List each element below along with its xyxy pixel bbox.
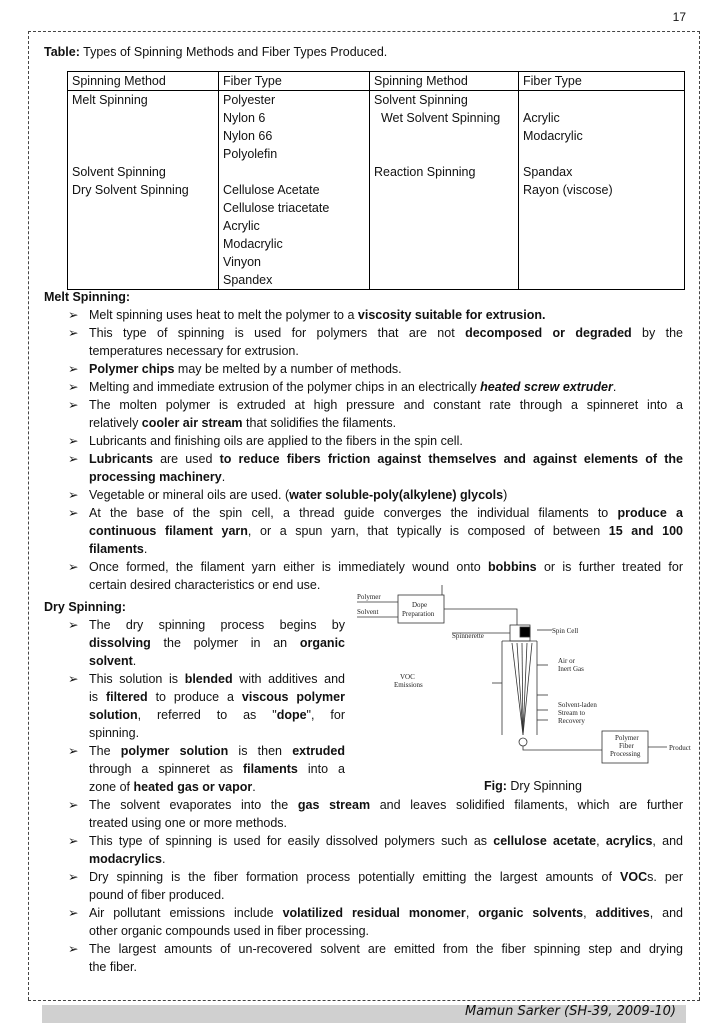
bullet-arrow-icon: ➢ (68, 942, 79, 956)
table-header-cell: Spinning Method (370, 72, 519, 91)
table-cell (68, 235, 219, 253)
table-row (68, 217, 685, 235)
preparation-label: Preparation (402, 610, 435, 618)
stream-to-label: Stream to (558, 709, 586, 717)
table-cell: Nylon 66 (219, 127, 370, 145)
filament (523, 643, 532, 735)
melt-spinning-heading: Melt Spinning: (44, 290, 131, 304)
table-cell (519, 217, 685, 235)
table-cell: Solvent Spinning (68, 163, 219, 181)
dry-bullet-7: Air pollutant emissions include volatilized residual monomer, organic solvents, additives, and (89, 906, 683, 920)
product-label: Product (669, 744, 691, 752)
table-cell (370, 145, 519, 163)
table-cell (219, 163, 370, 181)
table-row (68, 163, 685, 181)
pf-fiber-label: Fiber (619, 742, 634, 750)
table-row (68, 127, 685, 145)
table-cell (370, 235, 519, 253)
bullet-arrow-icon: ➢ (68, 906, 79, 920)
dry-bullet-5-cont: modacrylics. (89, 852, 166, 866)
table-cell: Cellulose Acetate (219, 181, 370, 199)
dry-bullet-8-cont: the fiber. (89, 960, 137, 974)
filament (523, 643, 527, 735)
melt-bullet-5: The molten polymer is extruded at high pressure and constant rate through a spinneret into a (89, 398, 683, 412)
bullet-arrow-icon: ➢ (68, 618, 79, 632)
bullet-arrow-icon: ➢ (68, 798, 79, 812)
table-cell: Modacrylic (219, 235, 370, 253)
voc-label: VOC (400, 673, 415, 681)
table-row (68, 199, 685, 217)
table-row (68, 235, 685, 253)
table-cell: Reaction Spinning (370, 163, 519, 181)
table-row (68, 91, 685, 110)
table-row (68, 271, 685, 290)
page-border-left (28, 31, 29, 1000)
bullet-arrow-icon: ➢ (68, 744, 79, 758)
table-cell (370, 127, 519, 145)
table-cell (370, 181, 519, 199)
melt-bullet-2-cont: temperatures necessary for extrusion. (89, 344, 299, 358)
pf-polymer-label: Polymer (615, 734, 639, 742)
table-cell: Spandex (219, 271, 370, 290)
dry-bullet-7-cont: other organic compounds used in fiber processing. (89, 924, 370, 938)
dry-bullet-2-cont3: spinning. (89, 726, 140, 740)
table-cell (519, 253, 685, 271)
table-cell (370, 199, 519, 217)
table-cell (370, 271, 519, 290)
dope-preparation-box (398, 595, 444, 623)
table-row (68, 145, 685, 163)
table-header-row (68, 72, 685, 91)
table-cell: Rayon (viscose) (519, 181, 685, 199)
table-cell: Wet Solvent Spinning (370, 109, 519, 127)
melt-bullet-7: Lubricants are used to reduce fibers friction against themselves and against elements of the (89, 452, 683, 466)
table-row (68, 181, 685, 199)
pf-processing-label: Processing (610, 750, 641, 758)
bullet-arrow-icon: ➢ (68, 672, 79, 686)
solvent-label: Solvent (357, 608, 379, 616)
melt-bullet-9: At the base of the spin cell, a thread guide converges the individual filaments to produce a (89, 506, 683, 520)
table-cell: Melt Spinning (68, 91, 219, 110)
dry-bullet-2-cont2: solution, referred to as "dope", for (89, 708, 345, 722)
table-cell: Acrylic (219, 217, 370, 235)
bullet-arrow-icon: ➢ (68, 326, 79, 340)
thread-guide (519, 738, 527, 746)
figure-caption: Fig: Dry Spinning (484, 779, 582, 793)
dry-bullet-2-cont: is filtered to produce a viscous polymer (89, 690, 345, 704)
table-cell (519, 145, 685, 163)
table-cell (68, 253, 219, 271)
dope-label: Dope (412, 601, 428, 609)
melt-bullet-5-cont: relatively cooler air stream that solidifies the filaments. (89, 416, 397, 430)
table-cell: Spandax (519, 163, 685, 181)
inert-gas-label: Inert Gas (558, 665, 584, 673)
table-cell (68, 271, 219, 290)
bullet-arrow-icon: ➢ (68, 870, 79, 884)
table-cell (519, 91, 685, 110)
yarn-line (523, 746, 602, 750)
dry-bullet-1-cont: dissolving the polymer in an organic (89, 636, 345, 650)
melt-bullet-6: Lubricants and finishing oils are applied to the fibers in the spin cell. (89, 434, 463, 448)
bullet-arrow-icon: ➢ (68, 506, 79, 520)
dry-bullet-6: Dry spinning is the fiber formation process potentially emitting the largest amounts of VOCs. per (89, 870, 683, 884)
table-cell (68, 217, 219, 235)
table-cell (519, 271, 685, 290)
polymer-label: Polymer (357, 593, 381, 601)
table-cell (370, 217, 519, 235)
table-cell (68, 199, 219, 217)
dry-bullet-4-cont: treated using one or more methods. (89, 816, 288, 830)
table-cell: Nylon 6 (219, 109, 370, 127)
table-caption: Table: Types of Spinning Methods and Fiber Types Produced. (44, 45, 388, 59)
air-label: Air or (558, 657, 575, 665)
solvent-laden-label: Solvent-laden (558, 701, 597, 709)
melt-bullet-10-cont: certain desired characteristics or end use. (89, 578, 321, 592)
table-header-cell: Spinning Method (68, 72, 219, 91)
table-cell (519, 235, 685, 253)
table-cell (68, 109, 219, 127)
bullet-arrow-icon: ➢ (68, 834, 79, 848)
dry-bullet-2: This solution is blended with additives and (89, 672, 345, 686)
dry-spinning-diagram (352, 585, 692, 775)
page-border-right (699, 31, 700, 1000)
emissions-label: Emissions (394, 681, 423, 689)
dry-spinning-heading: Dry Spinning: (44, 600, 126, 614)
page-border-bottom (28, 1000, 700, 1001)
dry-bullet-1: The dry spinning process begins by (89, 618, 345, 632)
dry-bullet-6-cont: pound of fiber produced. (89, 888, 225, 902)
table-cell: Acrylic (519, 109, 685, 127)
table-row (68, 109, 685, 127)
melt-bullet-9-cont: continuous filament yarn, or a spun yarn, that typically is composed of between 15 and 100 (89, 524, 683, 538)
spinning-methods-table (67, 71, 685, 290)
table-header-cell: Fiber Type (219, 72, 370, 91)
bullet-arrow-icon: ➢ (68, 362, 79, 376)
melt-bullet-8: Vegetable or mineral oils are used. (water soluble-poly(alkylene) glycols) (89, 488, 508, 502)
table-cell: Polyolefin (219, 145, 370, 163)
table-cell: Solvent Spinning (370, 91, 519, 110)
table-row (68, 253, 685, 271)
dope-feed-line (444, 609, 517, 625)
table-cell (519, 199, 685, 217)
table-cell (68, 145, 219, 163)
melt-bullet-4: Melting and immediate extrusion of the polymer chips in an electrically heated screw extruder. (89, 380, 617, 394)
bullet-arrow-icon: ➢ (68, 380, 79, 394)
melt-bullet-1: Melt spinning uses heat to melt the polymer to a viscosity suitable for extrusion. (89, 308, 546, 322)
melt-bullet-7-cont: processing machinery. (89, 470, 226, 484)
bullet-arrow-icon: ➢ (68, 560, 79, 574)
dry-bullet-1-cont2: solvent. (89, 654, 137, 668)
melt-bullet-2: This type of spinning is used for polymers that are not decomposed or degraded by the (89, 326, 683, 340)
dry-bullet-3: The polymer solution is then extruded (89, 744, 346, 758)
bullet-arrow-icon: ➢ (68, 488, 79, 502)
page-number: 17 (672, 10, 686, 24)
dry-bullet-5: This type of spinning is used for easily dissolved polymers such as cellulose acetate, acrylics, and (89, 834, 683, 848)
footer-author: Mamun Sarker (SH-39, 2009-10) (464, 1004, 676, 1019)
dry-bullet-3-cont: through a spinneret as filaments into a (89, 762, 345, 776)
table-header-cell: Fiber Type (519, 72, 685, 91)
dry-bullet-3-cont2: zone of heated gas or vapor. (89, 780, 256, 794)
bullet-arrow-icon: ➢ (68, 308, 79, 322)
dry-bullet-8: The largest amounts of un-recovered solvent are emitted from the fiber spinning step and drying (89, 942, 683, 956)
spin-cell-label: Spin Cell (552, 627, 579, 635)
melt-bullet-3: Polymer chips may be melted by a number of methods. (89, 362, 402, 376)
table-cell: Dry Solvent Spinning (68, 181, 219, 199)
melt-bullet-9-cont2: filaments. (89, 542, 148, 556)
bullet-arrow-icon: ➢ (68, 434, 79, 448)
table-cell (68, 127, 219, 145)
table-cell: Modacrylic (519, 127, 685, 145)
table-cell: Polyester (219, 91, 370, 110)
page-border-top (28, 31, 700, 32)
bullet-arrow-icon: ➢ (68, 398, 79, 412)
dry-bullet-4: The solvent evaporates into the gas stream and leaves solidified filaments, which are further (89, 798, 683, 812)
table-cell: Cellulose triacetate (219, 199, 370, 217)
table-cell: Vinyon (219, 253, 370, 271)
spinnerette-block (520, 627, 530, 637)
bullet-arrow-icon: ➢ (68, 452, 79, 466)
table-cell (370, 253, 519, 271)
spinnerette-label: Spinnerette (452, 632, 484, 640)
recovery-label: Recovery (558, 717, 585, 725)
melt-bullet-10: Once formed, the filament yarn either is immediately wound onto bobbins or is further treated for (89, 560, 683, 574)
